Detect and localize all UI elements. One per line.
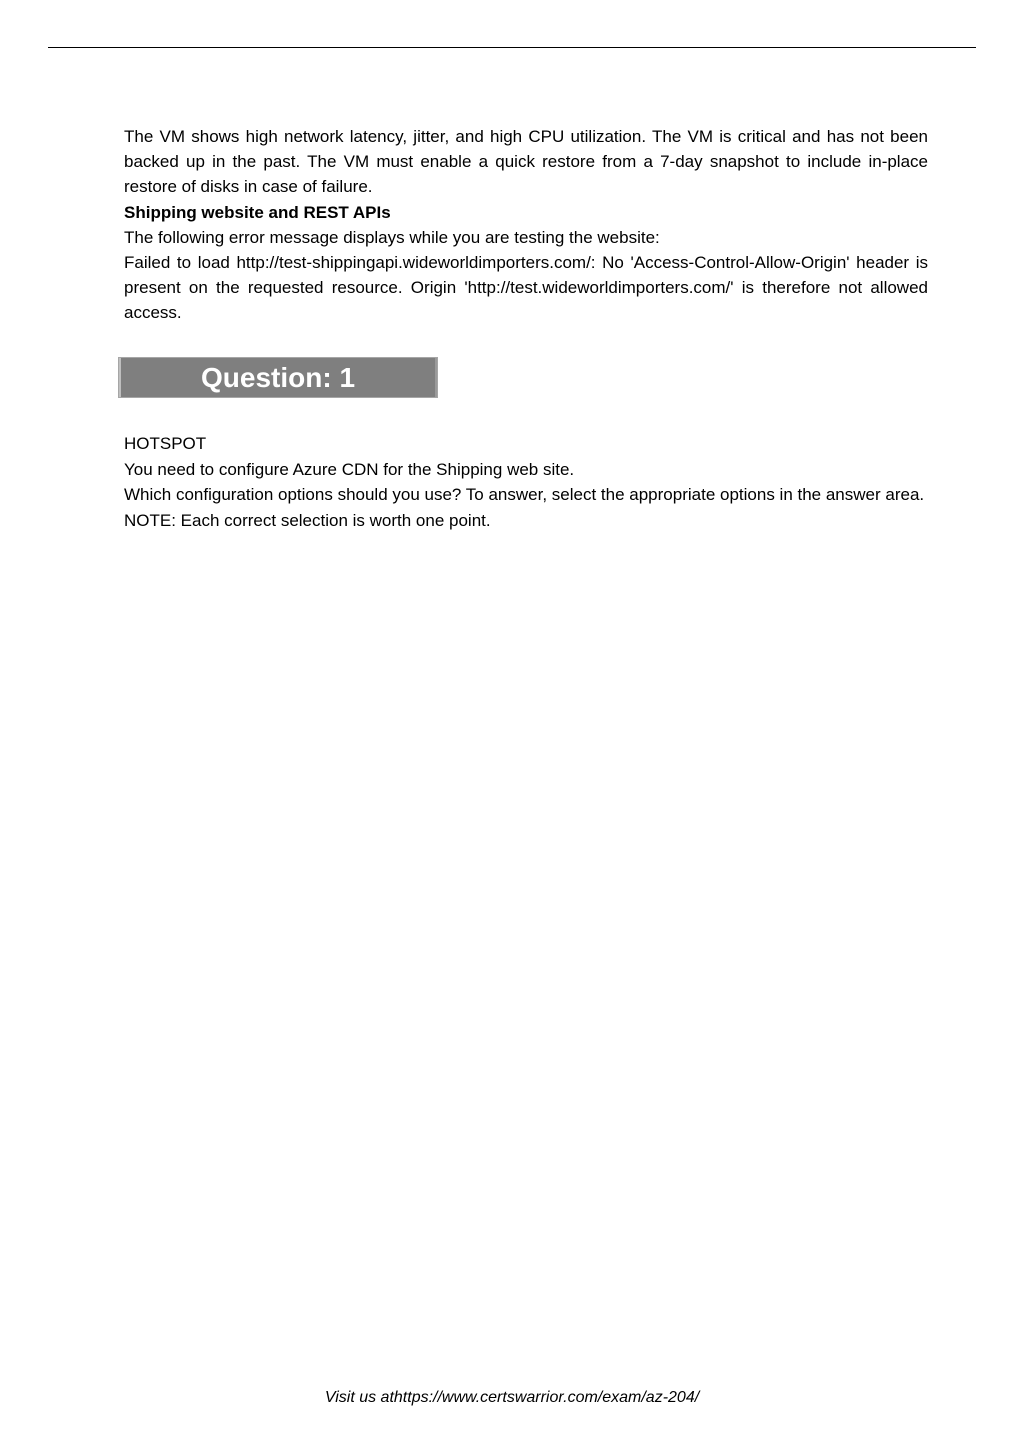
section-heading: Shipping website and REST APIs (124, 202, 391, 222)
question-prompt: Which configuration options should you use? To answer, select the appropriate options in the answer area. (124, 485, 925, 504)
question-type: HOTSPOT (124, 434, 207, 453)
error-message: Failed to load http://test-shippingapi.wideworldimporters.com/: No 'Access-Control-Allow-Origin' header is present on the requested resource. Origin 'http://test.wideworldimporters.com/' is therefore not allowed access. (124, 253, 928, 323)
question-title: Question: 1 (201, 362, 356, 393)
footer-link-text: Visit us athttps://www.certswarrior.com/exam/az-204/ (324, 1389, 700, 1406)
question-note: NOTE: Each correct selection is worth one point. (124, 510, 491, 530)
question-banner (118, 357, 438, 398)
case-study-text (124, 124, 928, 326)
header-rule (48, 47, 976, 48)
vm-paragraph: The VM shows high network latency, jitter, and high CPU utilization. The VM is critical and has not been backed up in the past. The VM must enable a quick restore from a 7-day snapshot to include in-place restore of disks in case of failure. (124, 127, 928, 197)
question-task: You need to configure Azure CDN for the Shipping web site. (124, 459, 575, 479)
error-intro: The following error message displays while you are testing the website: (124, 227, 660, 247)
question-body (124, 431, 928, 533)
